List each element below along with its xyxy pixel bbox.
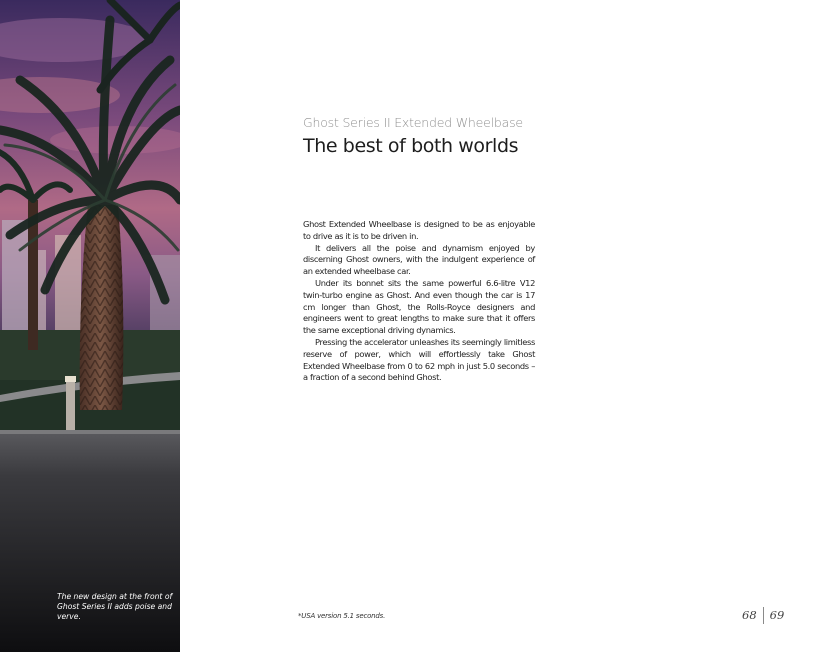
page-divider — [763, 607, 764, 624]
page-numbers — [742, 606, 784, 624]
body-paragraph: Under its bonnet sits the same powerful 6.6-litre V12 twin-turbo engine as Ghost. And even though the car is 17 cm longer than Ghost, the Rolls-Royce designers and engineers went to great lengths to make sure that it offers the same exceptional driving dynamics. — [303, 277, 535, 336]
page-number-left: 68 — [742, 608, 757, 622]
body-paragraph: Ghost Extended Wheelbase is designed to be as enjoyable to drive as it is to be driven in. — [303, 219, 535, 241]
section-kicker: Ghost Series II Extended Wheelbase — [303, 115, 523, 130]
photo-caption: The new design at the front of Ghost Series II adds poise and verve. — [57, 592, 173, 622]
article-body — [303, 219, 535, 384]
palm-tree-illustration — [0, 0, 180, 652]
body-paragraph: Pressing the accelerator unleashes its seemingly limitless reserve of power, which will effortlessly take Ghost Extended Wheelbase from 0 to 62 mph in just 5.0 seconds – a fraction of a second behind Ghost. — [303, 336, 535, 383]
page-title: The best of both worlds — [303, 135, 519, 157]
page-number-right: 69 — [769, 608, 785, 622]
body-paragraph: It delivers all the poise and dynamism enjoyed by discerning Ghost owners, with the indulgent experience of an extended wheelbase car. — [303, 242, 535, 277]
hero-photo — [0, 0, 180, 652]
footnote: *USA version 5.1 seconds. — [298, 612, 386, 620]
